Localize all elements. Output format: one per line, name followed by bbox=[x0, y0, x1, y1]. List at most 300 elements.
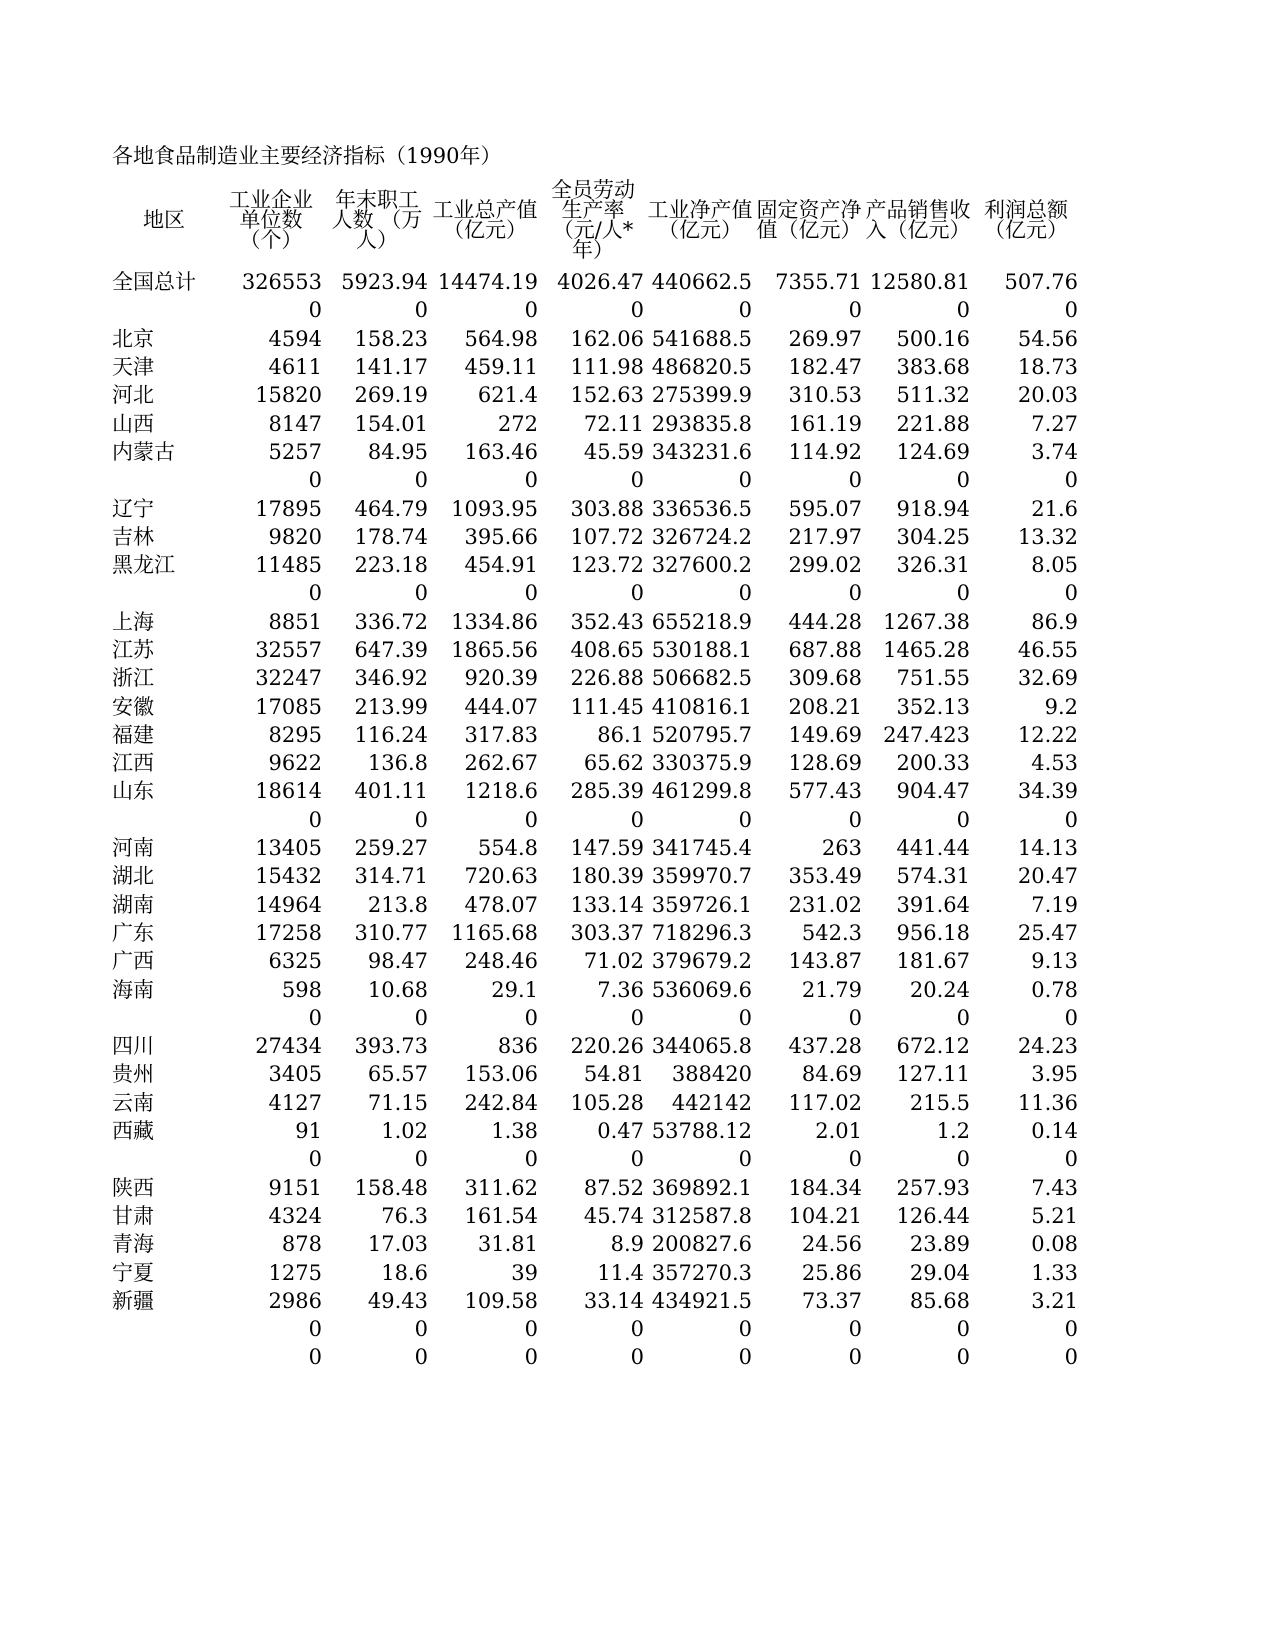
cell-sales-revenue: 200.33 bbox=[896, 751, 970, 776]
table-row bbox=[110, 1202, 1080, 1230]
cell-labor-productivity: 8.9 bbox=[610, 1232, 644, 1257]
cell-enterprise-count: 14964 bbox=[255, 892, 322, 917]
cell-sales-revenue: 391.64 bbox=[896, 892, 970, 917]
cell-total-profit: 9.2 bbox=[1044, 694, 1078, 719]
cell-region: 黑龙江 bbox=[112, 553, 175, 578]
cell-employees: 401.11 bbox=[354, 779, 428, 804]
table-row bbox=[110, 296, 1080, 324]
cell-gross-output: 554.8 bbox=[477, 836, 538, 861]
cell-region: 内蒙古 bbox=[112, 439, 175, 464]
cell-net-output: 357270.3 bbox=[651, 1260, 752, 1285]
cell-net-output: 442142 bbox=[671, 1090, 752, 1115]
cell-employees: 65.57 bbox=[367, 1062, 428, 1087]
cell-gross-output: 444.07 bbox=[464, 694, 538, 719]
cell-labor-productivity: 72.11 bbox=[583, 411, 644, 436]
cell-total-profit: 9.13 bbox=[1031, 949, 1078, 974]
header-enterprise-count: 工业企业单位数（个） bbox=[229, 188, 313, 252]
cell-enterprise-count: 15820 bbox=[255, 383, 322, 408]
cell-region: 西藏 bbox=[112, 1119, 154, 1144]
cell-total-profit: 4.53 bbox=[1031, 751, 1078, 776]
cell-net-output: 536069.6 bbox=[651, 977, 752, 1002]
cell-total-profit: 20.03 bbox=[1017, 383, 1078, 408]
cell-employees: 5923.94 bbox=[341, 270, 428, 295]
cell-region: 河北 bbox=[112, 383, 154, 408]
cell-gross-output: 0 bbox=[524, 298, 538, 323]
cell-gross-output: 395.66 bbox=[464, 524, 538, 549]
cell-region: 浙江 bbox=[112, 666, 154, 691]
cell-fixed-assets: 309.68 bbox=[788, 666, 862, 691]
header-row bbox=[110, 178, 1080, 262]
cell-sales-revenue: 1.2 bbox=[936, 1119, 970, 1144]
cell-fixed-assets: 161.19 bbox=[788, 411, 862, 436]
cell-gross-output: 1334.86 bbox=[451, 609, 538, 634]
cell-sales-revenue: 215.5 bbox=[909, 1090, 970, 1115]
table-row bbox=[110, 1258, 1080, 1286]
cell-employees: 49.43 bbox=[367, 1288, 428, 1313]
cell-fixed-assets: 542.3 bbox=[801, 920, 862, 945]
table-row bbox=[110, 891, 1080, 919]
cell-labor-productivity: 33.14 bbox=[583, 1288, 644, 1313]
cell-labor-productivity: 303.37 bbox=[570, 920, 644, 945]
cell-gross-output: 0 bbox=[524, 1147, 538, 1172]
table-row bbox=[110, 494, 1080, 522]
cell-gross-output: 31.81 bbox=[477, 1232, 538, 1257]
header-total-profit: 利润总额（亿元） bbox=[984, 198, 1068, 242]
cell-gross-output: 0 bbox=[524, 1005, 538, 1030]
cell-region: 辽宁 bbox=[112, 496, 154, 521]
cell-total-profit: 54.56 bbox=[1017, 326, 1078, 351]
cell-sales-revenue: 127.11 bbox=[896, 1062, 970, 1087]
cell-fixed-assets: 2.01 bbox=[815, 1119, 862, 1144]
cell-gross-output: 1093.95 bbox=[451, 496, 538, 521]
cell-total-profit: 0 bbox=[1064, 1147, 1078, 1172]
cell-total-profit: 25.47 bbox=[1017, 920, 1078, 945]
cell-net-output: 0 bbox=[738, 807, 752, 832]
cell-employees: 158.48 bbox=[354, 1175, 428, 1200]
cell-fixed-assets: 0 bbox=[848, 468, 862, 493]
cell-fixed-assets: 263 bbox=[821, 836, 862, 861]
cell-employees: 136.8 bbox=[367, 751, 428, 776]
cell-enterprise-count: 17895 bbox=[255, 496, 322, 521]
cell-region: 宁夏 bbox=[112, 1260, 154, 1285]
table-row bbox=[110, 1230, 1080, 1258]
cell-total-profit: 0 bbox=[1064, 807, 1078, 832]
cell-sales-revenue: 672.12 bbox=[896, 1034, 970, 1059]
cell-fixed-assets: 208.21 bbox=[788, 694, 862, 719]
cell-fixed-assets: 104.21 bbox=[788, 1203, 862, 1228]
cell-region: 河南 bbox=[112, 836, 154, 861]
cell-fixed-assets: 299.02 bbox=[788, 553, 862, 578]
cell-total-profit: 0.78 bbox=[1031, 977, 1078, 1002]
cell-total-profit: 0 bbox=[1064, 298, 1078, 323]
cell-total-profit: 0 bbox=[1064, 1005, 1078, 1030]
cell-labor-productivity: 303.88 bbox=[570, 496, 644, 521]
cell-fixed-assets: 143.87 bbox=[788, 949, 862, 974]
cell-employees: 393.73 bbox=[354, 1034, 428, 1059]
cell-gross-output: 621.4 bbox=[477, 383, 538, 408]
cell-enterprise-count: 4324 bbox=[268, 1203, 322, 1228]
cell-region: 天津 bbox=[112, 355, 154, 380]
cell-enterprise-count: 9151 bbox=[268, 1175, 322, 1200]
cell-region: 云南 bbox=[112, 1090, 154, 1115]
cell-region: 湖南 bbox=[112, 892, 154, 917]
cell-labor-productivity: 180.39 bbox=[570, 864, 644, 889]
cell-labor-productivity: 0 bbox=[630, 298, 644, 323]
cell-sales-revenue: 181.67 bbox=[896, 949, 970, 974]
cell-enterprise-count: 2986 bbox=[268, 1288, 322, 1313]
cell-gross-output: 242.84 bbox=[464, 1090, 538, 1115]
cell-labor-productivity: 0 bbox=[630, 1005, 644, 1030]
cell-net-output: 0 bbox=[738, 298, 752, 323]
cell-total-profit: 0.14 bbox=[1031, 1119, 1078, 1144]
cell-enterprise-count: 0 bbox=[308, 298, 322, 323]
cell-region: 山东 bbox=[112, 779, 154, 804]
cell-employees: 98.47 bbox=[367, 949, 428, 974]
cell-fixed-assets: 73.37 bbox=[801, 1288, 862, 1313]
cell-fixed-assets: 184.34 bbox=[788, 1175, 862, 1200]
cell-employees: 0 bbox=[414, 581, 428, 606]
cell-sales-revenue: 23.89 bbox=[909, 1232, 970, 1257]
cell-labor-productivity: 0 bbox=[630, 468, 644, 493]
table-row bbox=[110, 1117, 1080, 1145]
cell-sales-revenue: 0 bbox=[956, 807, 970, 832]
cell-employees: 17.03 bbox=[367, 1232, 428, 1257]
table-row bbox=[110, 806, 1080, 834]
cell-total-profit: 0 bbox=[1064, 468, 1078, 493]
cell-net-output: 330375.9 bbox=[651, 751, 752, 776]
cell-employees: 310.77 bbox=[354, 920, 428, 945]
cell-enterprise-count: 598 bbox=[281, 977, 322, 1002]
header-employees: 年末职工人数 （万人） bbox=[331, 188, 423, 252]
cell-total-profit: 21.6 bbox=[1031, 496, 1078, 521]
cell-region: 广东 bbox=[112, 920, 154, 945]
cell-enterprise-count: 18614 bbox=[255, 779, 322, 804]
cell-gross-output: 163.46 bbox=[464, 439, 538, 464]
cell-employees: 76.3 bbox=[381, 1203, 428, 1228]
cell-net-output: 344065.8 bbox=[651, 1034, 752, 1059]
table-row bbox=[110, 749, 1080, 777]
table-body bbox=[110, 262, 1080, 1372]
table-row bbox=[110, 1315, 1080, 1343]
cell-labor-productivity: 147.59 bbox=[570, 836, 644, 861]
cell-labor-productivity: 0.47 bbox=[597, 1119, 644, 1144]
cell-labor-productivity: 352.43 bbox=[570, 609, 644, 634]
cell-employees: 71.15 bbox=[367, 1090, 428, 1115]
table-header bbox=[110, 178, 1080, 262]
cell-employees: 0 bbox=[414, 298, 428, 323]
cell-enterprise-count: 8851 bbox=[268, 609, 322, 634]
cell-fixed-assets: 444.28 bbox=[788, 609, 862, 634]
table-row bbox=[110, 262, 1080, 296]
cell-gross-output: 29.1 bbox=[491, 977, 538, 1002]
cell-sales-revenue: 257.93 bbox=[896, 1175, 970, 1200]
cell-fixed-assets: 149.69 bbox=[788, 722, 862, 747]
cell-fixed-assets: 84.69 bbox=[801, 1062, 862, 1087]
cell-enterprise-count: 91 bbox=[295, 1119, 322, 1144]
cell-region: 上海 bbox=[112, 609, 154, 634]
cell-net-output: 655218.9 bbox=[651, 609, 752, 634]
cell-fixed-assets: 310.53 bbox=[788, 383, 862, 408]
cell-sales-revenue: 0 bbox=[956, 1005, 970, 1030]
cell-labor-productivity: 133.14 bbox=[570, 892, 644, 917]
cell-total-profit: 8.05 bbox=[1031, 553, 1078, 578]
cell-labor-productivity: 0 bbox=[630, 807, 644, 832]
cell-employees: 223.18 bbox=[354, 553, 428, 578]
cell-employees: 0 bbox=[414, 468, 428, 493]
cell-gross-output: 478.07 bbox=[464, 892, 538, 917]
cell-labor-productivity: 0 bbox=[630, 1317, 644, 1342]
cell-enterprise-count: 0 bbox=[308, 468, 322, 493]
cell-fixed-assets: 117.02 bbox=[788, 1090, 862, 1115]
cell-fixed-assets: 437.28 bbox=[788, 1034, 862, 1059]
cell-region bbox=[110, 296, 218, 324]
cell-sales-revenue: 20.24 bbox=[909, 977, 970, 1002]
cell-sales-revenue: 29.04 bbox=[909, 1260, 970, 1285]
table-row bbox=[110, 777, 1080, 805]
cell-total-profit: 3.95 bbox=[1031, 1062, 1078, 1087]
cell-enterprise-count: 0 bbox=[308, 581, 322, 606]
cell-net-output: 541688.5 bbox=[651, 326, 752, 351]
cell-labor-productivity: 111.98 bbox=[570, 355, 644, 380]
table-row bbox=[110, 1343, 1080, 1371]
cell-region: 四川 bbox=[112, 1034, 154, 1059]
cell-labor-productivity: 0 bbox=[630, 1147, 644, 1172]
cell-region: 江苏 bbox=[112, 638, 154, 662]
cell-net-output: 461299.8 bbox=[651, 779, 752, 804]
cell-fixed-assets: 577.43 bbox=[788, 779, 862, 804]
table-row bbox=[110, 579, 1080, 607]
cell-net-output: 326724.2 bbox=[651, 524, 752, 549]
cell-total-profit: 14.13 bbox=[1017, 836, 1078, 861]
cell-region bbox=[110, 1315, 218, 1343]
cell-employees: 10.68 bbox=[367, 977, 428, 1002]
cell-sales-revenue: 0 bbox=[956, 298, 970, 323]
cell-enterprise-count: 17085 bbox=[255, 694, 322, 719]
cell-fixed-assets: 595.07 bbox=[788, 496, 862, 521]
cell-labor-productivity: 45.74 bbox=[583, 1203, 644, 1228]
cell-total-profit: 0.08 bbox=[1031, 1232, 1078, 1257]
cell-employees: 18.6 bbox=[381, 1260, 428, 1285]
cell-gross-output: 39 bbox=[511, 1260, 538, 1285]
cell-employees: 213.8 bbox=[367, 892, 428, 917]
cell-region: 江西 bbox=[112, 751, 154, 776]
cell-labor-productivity: 408.65 bbox=[570, 638, 644, 662]
cell-enterprise-count: 32247 bbox=[255, 666, 322, 691]
header-fixed-assets: 固定资产净值（亿元） bbox=[756, 198, 862, 242]
cell-net-output: 0 bbox=[738, 468, 752, 493]
cell-total-profit: 46.55 bbox=[1017, 638, 1078, 662]
cell-sales-revenue: 304.25 bbox=[896, 524, 970, 549]
cell-total-profit: 3.74 bbox=[1031, 439, 1078, 464]
table-row bbox=[110, 692, 1080, 720]
cell-region: 北京 bbox=[112, 326, 154, 351]
table-row bbox=[110, 975, 1080, 1003]
cell-total-profit: 86.9 bbox=[1031, 609, 1078, 634]
cell-region bbox=[110, 1145, 218, 1173]
cell-enterprise-count: 0 bbox=[308, 807, 322, 832]
table-row bbox=[110, 551, 1080, 579]
cell-gross-output: 459.11 bbox=[464, 355, 538, 380]
cell-total-profit: 507.76 bbox=[1004, 270, 1078, 295]
cell-sales-revenue: 247.423 bbox=[883, 722, 970, 747]
cell-region bbox=[110, 1343, 218, 1371]
table-row bbox=[110, 919, 1080, 947]
cell-enterprise-count: 4594 bbox=[268, 326, 322, 351]
cell-sales-revenue: 0 bbox=[956, 1345, 970, 1370]
page-title: 各地食品制造业主要经济指标（1990年） bbox=[112, 144, 502, 168]
cell-total-profit: 13.32 bbox=[1017, 524, 1078, 549]
cell-total-profit: 7.43 bbox=[1031, 1175, 1078, 1200]
cell-sales-revenue: 751.55 bbox=[896, 666, 970, 691]
cell-net-output: 275399.9 bbox=[651, 383, 752, 408]
cell-enterprise-count: 878 bbox=[281, 1232, 322, 1257]
cell-region: 青海 bbox=[112, 1232, 154, 1257]
cell-total-profit: 32.69 bbox=[1017, 666, 1078, 691]
cell-net-output: 200827.6 bbox=[651, 1232, 752, 1257]
cell-net-output: 434921.5 bbox=[651, 1288, 752, 1313]
cell-enterprise-count: 8295 bbox=[268, 722, 322, 747]
table-row bbox=[110, 1089, 1080, 1117]
cell-fixed-assets: 0 bbox=[848, 298, 862, 323]
cell-gross-output: 161.54 bbox=[464, 1203, 538, 1228]
cell-region bbox=[110, 806, 218, 834]
table-row bbox=[110, 466, 1080, 494]
table-row bbox=[110, 834, 1080, 862]
cell-enterprise-count: 0 bbox=[308, 1005, 322, 1030]
cell-sales-revenue: 1267.38 bbox=[883, 609, 970, 634]
cell-enterprise-count: 0 bbox=[308, 1147, 322, 1172]
cell-enterprise-count: 0 bbox=[308, 1345, 322, 1370]
cell-fixed-assets: 269.97 bbox=[788, 326, 862, 351]
cell-net-output: 0 bbox=[738, 581, 752, 606]
table-row bbox=[110, 1287, 1080, 1315]
cell-gross-output: 836 bbox=[497, 1034, 538, 1059]
table-row bbox=[110, 1060, 1080, 1088]
cell-employees: 0 bbox=[414, 807, 428, 832]
cell-total-profit: 7.19 bbox=[1031, 892, 1078, 917]
cell-gross-output: 0 bbox=[524, 581, 538, 606]
header-gross-output: 工业总产值（亿元） bbox=[432, 198, 538, 242]
cell-net-output: 327600.2 bbox=[651, 553, 752, 578]
cell-enterprise-count: 27434 bbox=[255, 1034, 322, 1059]
cell-region: 湖北 bbox=[112, 864, 154, 889]
cell-enterprise-count: 13405 bbox=[255, 836, 322, 861]
cell-enterprise-count: 32557 bbox=[255, 638, 322, 662]
cell-employees: 0 bbox=[414, 1317, 428, 1342]
cell-net-output: 506682.5 bbox=[651, 666, 752, 691]
cell-net-output: 440662.5 bbox=[651, 270, 752, 295]
cell-enterprise-count: 6325 bbox=[268, 949, 322, 974]
table-row bbox=[110, 1145, 1080, 1173]
cell-gross-output: 0 bbox=[524, 1345, 538, 1370]
table-row bbox=[110, 636, 1080, 664]
cell-fixed-assets: 25.86 bbox=[801, 1260, 862, 1285]
cell-net-output: 379679.2 bbox=[651, 949, 752, 974]
cell-net-output: 343231.6 bbox=[651, 439, 752, 464]
table-row bbox=[110, 1032, 1080, 1060]
cell-sales-revenue: 0 bbox=[956, 468, 970, 493]
header-region: 地区 bbox=[143, 208, 185, 232]
cell-fixed-assets: 217.97 bbox=[788, 524, 862, 549]
cell-fixed-assets: 24.56 bbox=[801, 1232, 862, 1257]
cell-net-output: 718296.3 bbox=[651, 920, 752, 945]
cell-region: 贵州 bbox=[112, 1062, 154, 1087]
table-row bbox=[110, 862, 1080, 890]
table-row bbox=[110, 608, 1080, 636]
cell-labor-productivity: 54.81 bbox=[583, 1062, 644, 1087]
cell-net-output: 293835.8 bbox=[651, 411, 752, 436]
table-row bbox=[110, 947, 1080, 975]
cell-net-output: 0 bbox=[738, 1345, 752, 1370]
cell-enterprise-count: 9622 bbox=[268, 751, 322, 776]
header-sales-revenue: 产品销售收入（亿元） bbox=[865, 198, 971, 242]
cell-sales-revenue: 904.47 bbox=[896, 779, 970, 804]
cell-employees: 154.01 bbox=[354, 411, 428, 436]
cell-fixed-assets: 7355.71 bbox=[775, 270, 862, 295]
cell-labor-productivity: 86.1 bbox=[597, 722, 644, 747]
cell-labor-productivity: 105.28 bbox=[570, 1090, 644, 1115]
cell-total-profit: 1.33 bbox=[1031, 1260, 1078, 1285]
cell-employees: 1.02 bbox=[381, 1119, 428, 1144]
table-row bbox=[110, 664, 1080, 692]
cell-gross-output: 272 bbox=[497, 411, 538, 436]
table-row bbox=[110, 1174, 1080, 1202]
cell-sales-revenue: 0 bbox=[956, 581, 970, 606]
cell-enterprise-count: 9820 bbox=[268, 524, 322, 549]
cell-region: 甘肃 bbox=[112, 1203, 154, 1228]
cell-total-profit: 7.27 bbox=[1031, 411, 1078, 436]
cell-total-profit: 11.36 bbox=[1017, 1090, 1078, 1115]
table-row bbox=[110, 353, 1080, 381]
cell-gross-output: 153.06 bbox=[464, 1062, 538, 1087]
cell-net-output: 359726.1 bbox=[651, 892, 752, 917]
cell-sales-revenue: 1465.28 bbox=[883, 638, 970, 662]
header-labor-productivity: 全员劳动生产率（元/人*年） bbox=[551, 178, 635, 262]
cell-net-output: 312587.8 bbox=[651, 1203, 752, 1228]
cell-total-profit: 24.23 bbox=[1017, 1034, 1078, 1059]
cell-net-output: 336536.5 bbox=[651, 496, 752, 521]
cell-sales-revenue: 12580.81 bbox=[869, 270, 970, 295]
table-row bbox=[110, 1004, 1080, 1032]
cell-enterprise-count: 8147 bbox=[268, 411, 322, 436]
cell-employees: 346.92 bbox=[354, 666, 428, 691]
table-row bbox=[110, 438, 1080, 466]
cell-labor-productivity: 87.52 bbox=[583, 1175, 644, 1200]
cell-net-output: 0 bbox=[738, 1317, 752, 1342]
table-row bbox=[110, 721, 1080, 749]
cell-enterprise-count: 11485 bbox=[255, 553, 322, 578]
table-row bbox=[110, 381, 1080, 409]
cell-sales-revenue: 352.13 bbox=[896, 694, 970, 719]
cell-labor-productivity: 111.45 bbox=[570, 694, 644, 719]
cell-gross-output: 0 bbox=[524, 807, 538, 832]
cell-employees: 269.19 bbox=[354, 383, 428, 408]
cell-net-output: 0 bbox=[738, 1147, 752, 1172]
cell-enterprise-count: 326553 bbox=[241, 270, 322, 295]
cell-sales-revenue: 956.18 bbox=[896, 920, 970, 945]
cell-total-profit: 0 bbox=[1064, 581, 1078, 606]
cell-employees: 314.71 bbox=[354, 864, 428, 889]
cell-sales-revenue: 326.31 bbox=[896, 553, 970, 578]
cell-fixed-assets: 353.49 bbox=[788, 864, 862, 889]
cell-labor-productivity: 162.06 bbox=[570, 326, 644, 351]
cell-fixed-assets: 114.92 bbox=[788, 439, 862, 464]
cell-region: 新疆 bbox=[112, 1288, 154, 1313]
cell-gross-output: 920.39 bbox=[464, 666, 538, 691]
cell-region: 海南 bbox=[112, 977, 154, 1002]
cell-gross-output: 109.58 bbox=[464, 1288, 538, 1313]
cell-net-output: 410816.1 bbox=[651, 694, 752, 719]
